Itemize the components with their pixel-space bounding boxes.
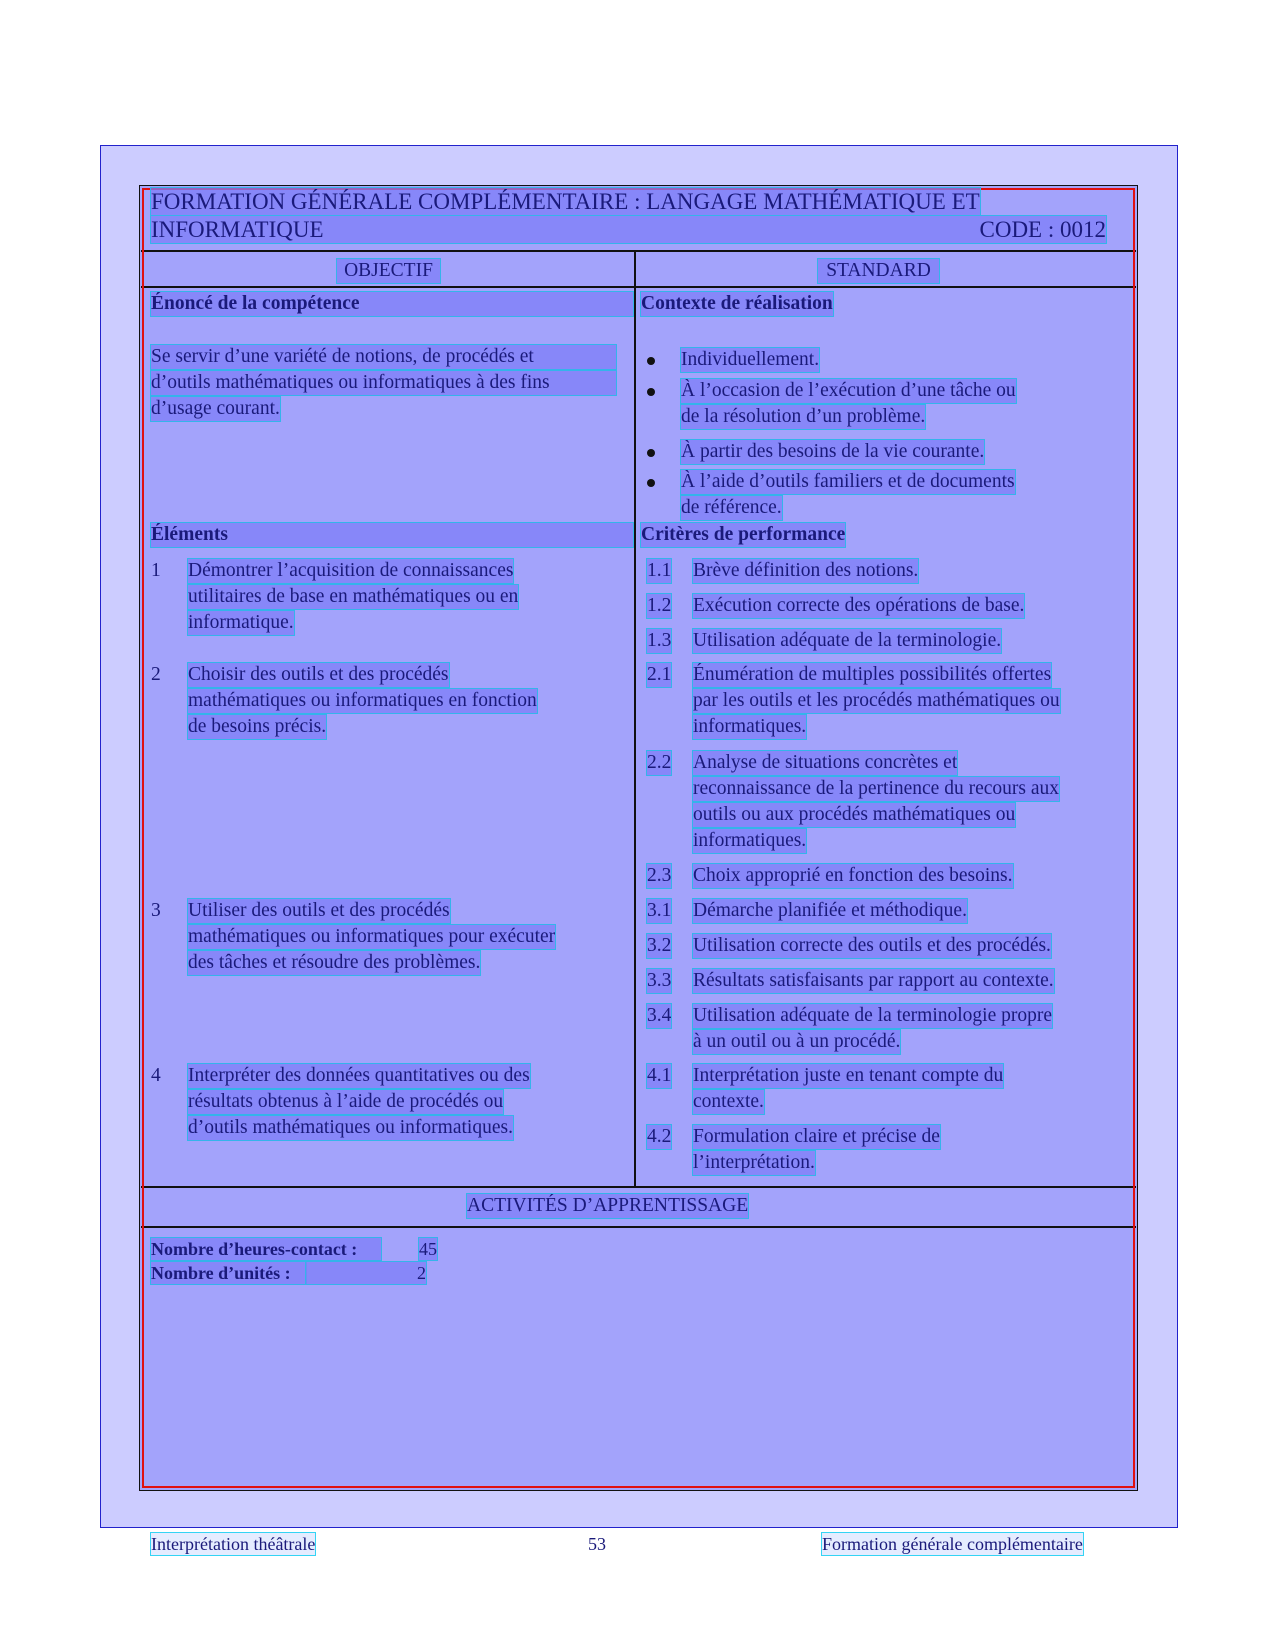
criterion-line: Démarche planifiée et méthodique. (693, 900, 967, 921)
element-line: résultats obtenus à l’aide de procédés ou (188, 1091, 504, 1112)
criterion-number: 4.1 (647, 1065, 672, 1086)
criterion-number: 3.2 (647, 935, 672, 956)
context-item-line: de référence. (681, 497, 782, 518)
page-title-line1: FORMATION GÉNÉRALE COMPLÉMENTAIRE : LANGAGE MATHÉMATIQUE ET (151, 189, 980, 214)
element-line: Interpréter des données quantitatives ou des (188, 1065, 530, 1086)
element-line: informatique. (188, 612, 294, 633)
activities-heading: ACTIVITÉS D’APPRENTISSAGE (467, 1195, 749, 1216)
units-label: Nombre d’unités : (151, 1262, 306, 1284)
hours-label: Nombre d’heures-contact : (151, 1238, 381, 1260)
element-number: 4 (151, 1065, 161, 1086)
element-line: Utiliser des outils et des procédés (188, 900, 450, 921)
criterion-number: 3.1 (647, 900, 672, 921)
criterion-line: informatiques. (693, 716, 807, 737)
criterion-line: reconnaissance de la pertinence du recours aux (693, 778, 1059, 799)
competence-line: d’outils mathématiques ou informatiques à des fins (151, 371, 616, 395)
rule-above-activities (141, 1186, 1136, 1188)
context-item-line: À l’occasion de l’exécution d’une tâche ou (681, 380, 1016, 401)
element-line: Choisir des outils et des procédés (188, 664, 449, 685)
criterion-line: outils ou aux procédés mathématiques ou (693, 804, 1016, 825)
criterion-number: 1.3 (647, 630, 672, 651)
criterion-line: à un outil ou à un procédé. (693, 1031, 901, 1052)
column-divider (634, 250, 636, 1186)
criterion-number: 4.2 (647, 1126, 672, 1147)
competence-line: d’usage courant. (151, 398, 280, 419)
element-number: 2 (151, 664, 161, 685)
element-line: mathématiques ou informatiques pour exécuter (188, 926, 556, 947)
heading-criteres: Critères de performance (641, 524, 846, 545)
element-line: de besoins précis. (188, 716, 327, 737)
element-line: mathématiques ou informatiques en fonction (188, 690, 537, 711)
criterion-line: par les outils et les procédés mathématiques ou (693, 690, 1060, 711)
context-item-line: À partir des besoins de la vie courante. (681, 441, 985, 462)
heading-contexte: Contexte de réalisation (641, 293, 833, 314)
element-line: utilitaires de base en mathématiques ou en (188, 586, 519, 607)
context-item-line: Individuellement. (681, 349, 820, 370)
page-title-line2 (151, 216, 1106, 243)
element-number: 3 (151, 900, 161, 921)
element-number: 1 (151, 560, 161, 581)
criterion-line: Formulation claire et précise de (693, 1126, 940, 1147)
criterion-number: 2.3 (647, 865, 672, 886)
rule-under-activities (141, 1226, 1136, 1228)
criterion-number: 1.2 (647, 595, 672, 616)
criterion-line: Exécution correcte des opérations de base. (693, 595, 1025, 616)
criterion-number: 2.2 (647, 752, 672, 773)
criterion-number: 3.3 (647, 970, 672, 991)
element-line: d’outils mathématiques ou informatiques. (188, 1117, 513, 1138)
context-item-line: de la résolution d’un problème. (681, 406, 926, 427)
heading-elements: Éléments (151, 523, 633, 547)
criterion-line: Utilisation adéquate de la terminologie propre (693, 1005, 1053, 1026)
element-line: Démontrer l’acquisition de connaissances (188, 560, 514, 581)
criterion-number: 3.4 (647, 1005, 672, 1026)
criterion-line: contexte. (693, 1091, 764, 1112)
competence-line: Se servir d’une variété de notions, de procédés et (151, 345, 616, 369)
bullet-icon (647, 357, 655, 365)
column-heading-objectif: OBJECTIF (337, 259, 440, 283)
course-code: CODE : 0012 (979, 217, 1106, 242)
bullet-icon (647, 449, 655, 457)
heading-enonce: Énoncé de la compétence (151, 292, 633, 316)
criterion-line: Brève définition des notions. (693, 560, 919, 581)
criterion-line: Utilisation adéquate de la terminologie. (693, 630, 1002, 651)
criterion-line: informatiques. (693, 830, 807, 851)
element-line: des tâches et résoudre des problèmes. (188, 952, 481, 973)
criterion-line: Interprétation juste en tenant compte du (693, 1065, 1004, 1086)
criterion-line: Résultats satisfaisants par rapport au contexte. (693, 970, 1054, 991)
criterion-number: 1.1 (647, 560, 672, 581)
criterion-line: l’interprétation. (693, 1152, 815, 1173)
bullet-icon (647, 479, 655, 487)
page-title-line2-text: INFORMATIQUE (151, 217, 324, 242)
criterion-line: Énumération de multiples possibilités offertes (693, 664, 1052, 685)
rule-under-columns (141, 286, 1136, 288)
units-value: 2 (306, 1262, 426, 1284)
hours-value: 45 (419, 1239, 437, 1259)
rule-under-title (141, 250, 1136, 252)
bullet-icon (647, 388, 655, 396)
footer-left: Interprétation théâtrale (151, 1534, 316, 1554)
context-item-line: À l’aide d’outils familiers et de documents (681, 471, 1015, 492)
footer-right: Formation générale complémentaire (822, 1534, 1083, 1554)
criterion-line: Analyse de situations concrètes et (693, 752, 958, 773)
criterion-line: Choix approprié en fonction des besoins. (693, 865, 1013, 886)
criterion-line: Utilisation correcte des outils et des procédés. (693, 935, 1051, 956)
column-heading-standard: STANDARD (818, 259, 939, 283)
footer-page-number: 53 (588, 1534, 606, 1554)
criterion-number: 2.1 (647, 664, 672, 685)
